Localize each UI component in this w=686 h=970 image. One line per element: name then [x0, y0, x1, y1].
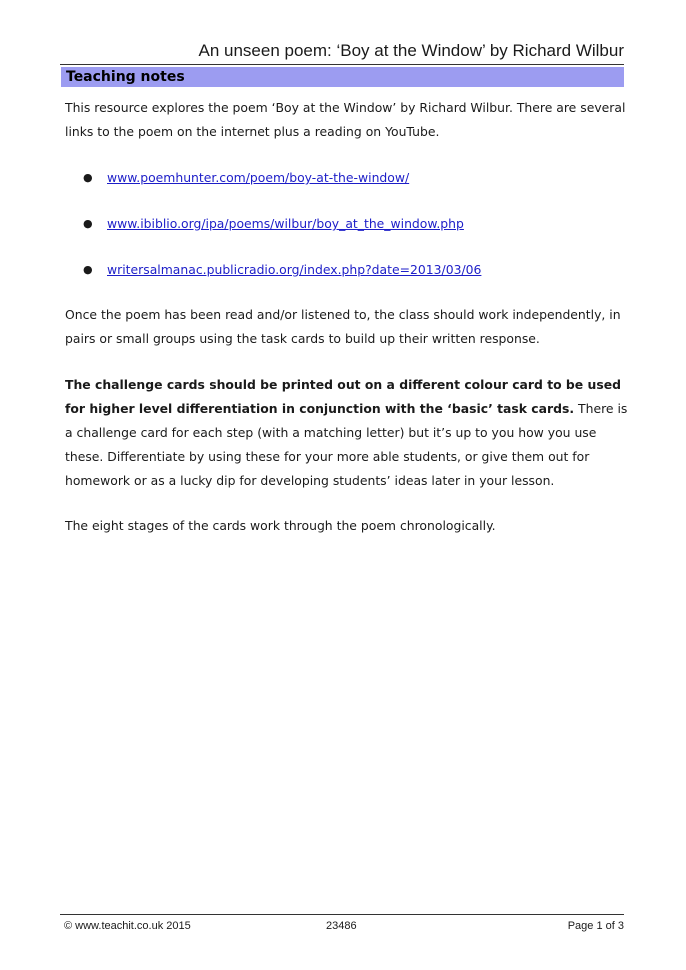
- intro-paragraph: This resource explores the poem ‘Boy at the Window’ by Richard Wilbur. There are several links to the poem on the internet plus a reading on YouTube.: [65, 100, 626, 139]
- link-writersalmanac[interactable]: writersalmanac.publicradio.org/index.php?date=2013/03/06: [107, 262, 482, 277]
- footer-resource-code: 23486: [326, 920, 357, 932]
- instructions-paragraph: Once the poem has been read and/or listened to, the class should work independently, in pairs or small groups using the task cards to build up their written response.: [65, 307, 621, 346]
- list-item: [65, 258, 630, 304]
- link-ibiblio[interactable]: www.ibiblio.org/ipa/poems/wilbur/boy_at_the_window.php: [107, 216, 464, 231]
- challenge-paragraph: [65, 373, 630, 493]
- document-header: [60, 40, 624, 65]
- list-item: [65, 166, 630, 212]
- challenge-bold-text: The challenge cards should be printed out on a different colour card to be used for higher level differentiation in conjunction with the ‘basic’ task cards.: [65, 377, 621, 416]
- section-heading: Teaching notes: [66, 69, 185, 85]
- stages-paragraph: The eight stages of the cards work through the poem chronologically.: [65, 518, 496, 533]
- poem-links-list: [65, 166, 630, 304]
- link-poemhunter[interactable]: www.poemhunter.com/poem/boy-at-the-window/: [107, 170, 410, 185]
- document-title: An unseen poem: ‘Boy at the Window’ by Richard Wilbur: [198, 41, 624, 60]
- document-footer: [60, 914, 624, 935]
- bullet-icon: ●: [83, 217, 93, 230]
- bullet-icon: ●: [83, 171, 93, 184]
- footer-page-number: Page 1 of 3: [567, 920, 624, 932]
- section-heading-bar: [61, 67, 624, 87]
- challenge-rest-text: There is a challenge card for each step (with a matching letter) but it’s up to you how you use these. Differentiate by using these for your more able students, or give them out for homework or as a lucky dip for developing students’ ideas later in your lesson.: [65, 401, 628, 488]
- bullet-icon: ●: [83, 263, 93, 276]
- list-item: [65, 212, 630, 258]
- footer-copyright: © www.teachit.co.uk 2015: [64, 920, 191, 932]
